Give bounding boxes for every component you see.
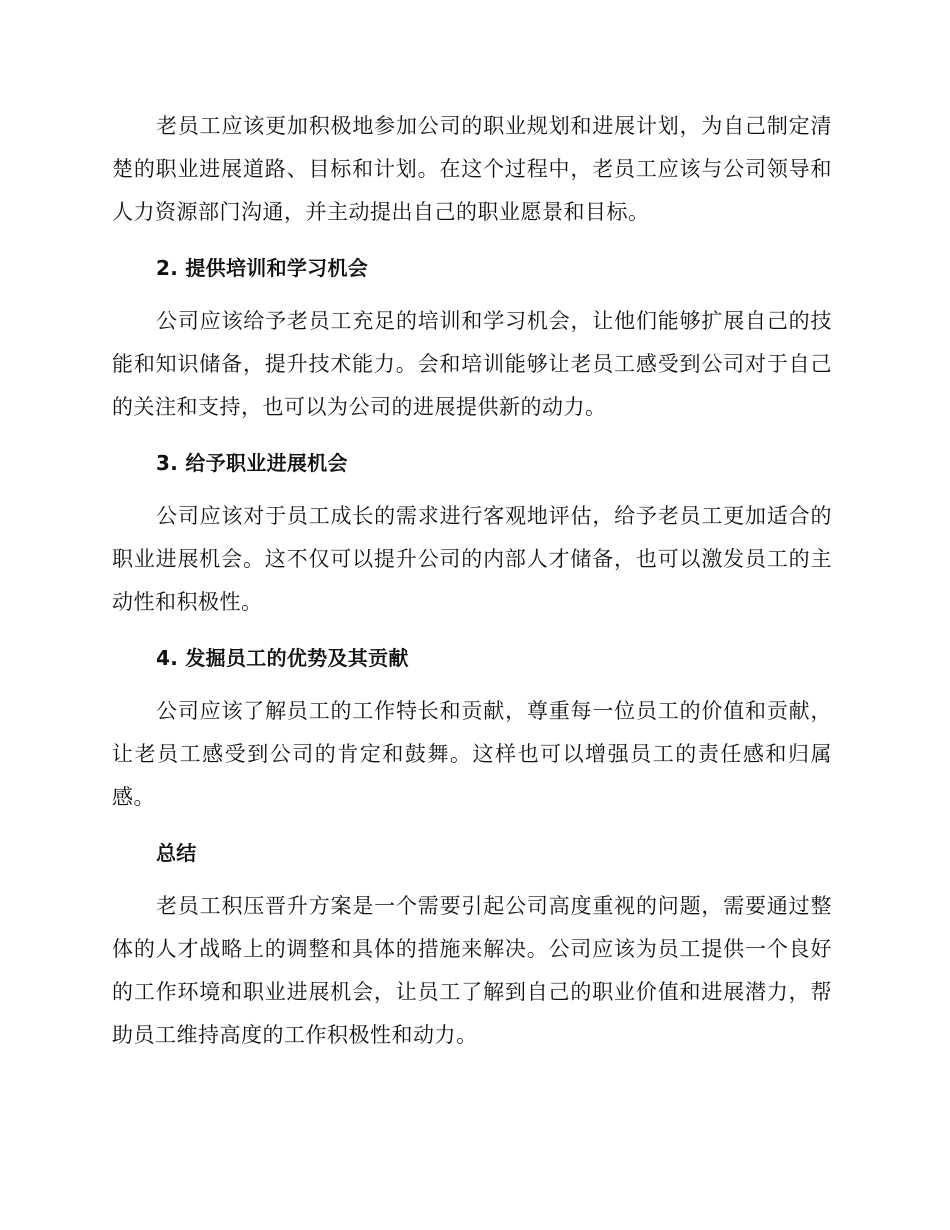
- paragraph-summary: 老员工积压晋升方案是一个需要引起公司高度重视的问题，需要通过整体的人才战略上的调整和具体的措施来解决。公司应该为员工提供一个良好的工作环境和职业进展机会，让员工了解到自己的职业价值和进展潜力，帮助员工维持高度的工作积极性和动力。: [112, 894, 832, 1047]
- heading-summary: 总结: [156, 841, 197, 865]
- heading-career-opportunity: 3. 给予职业进展机会: [156, 451, 348, 475]
- heading-strengths: 4. 发掘员工的优势及其贡献: [156, 646, 409, 670]
- paragraph-strengths: 公司应该了解员工的工作特长和贡献，尊重每一位员工的价值和贡献，让老员工感受到公司的肯定和鼓舞。这样也可以增强员工的责任感和归属感。: [112, 699, 832, 809]
- paragraph-career-opportunity: 公司应该对于员工成长的需求进行客观地评估，给予老员工更加适合的职业进展机会。这不仅可以提升公司的内部人才储备，也可以激发员工的主动性和积极性。: [112, 504, 832, 614]
- paragraph-career-planning: 老员工应该更加积极地参加公司的职业规划和进展计划，为自己制定清楚的职业进展道路、目标和计划。在这个过程中，老员工应该与公司领导和人力资源部门沟通，并主动提出自己的职业愿景和目标。: [112, 114, 832, 224]
- document-body: [112, 105, 832, 1071]
- paragraph-training: 公司应该给予老员工充足的培训和学习机会，让他们能够扩展自己的技能和知识储备，提升技术能力。会和培训能够让老员工感受到公司对于自己的关注和支持，也可以为公司的进展提供新的动力。: [112, 309, 832, 419]
- heading-training: 2. 提供培训和学习机会: [156, 256, 369, 280]
